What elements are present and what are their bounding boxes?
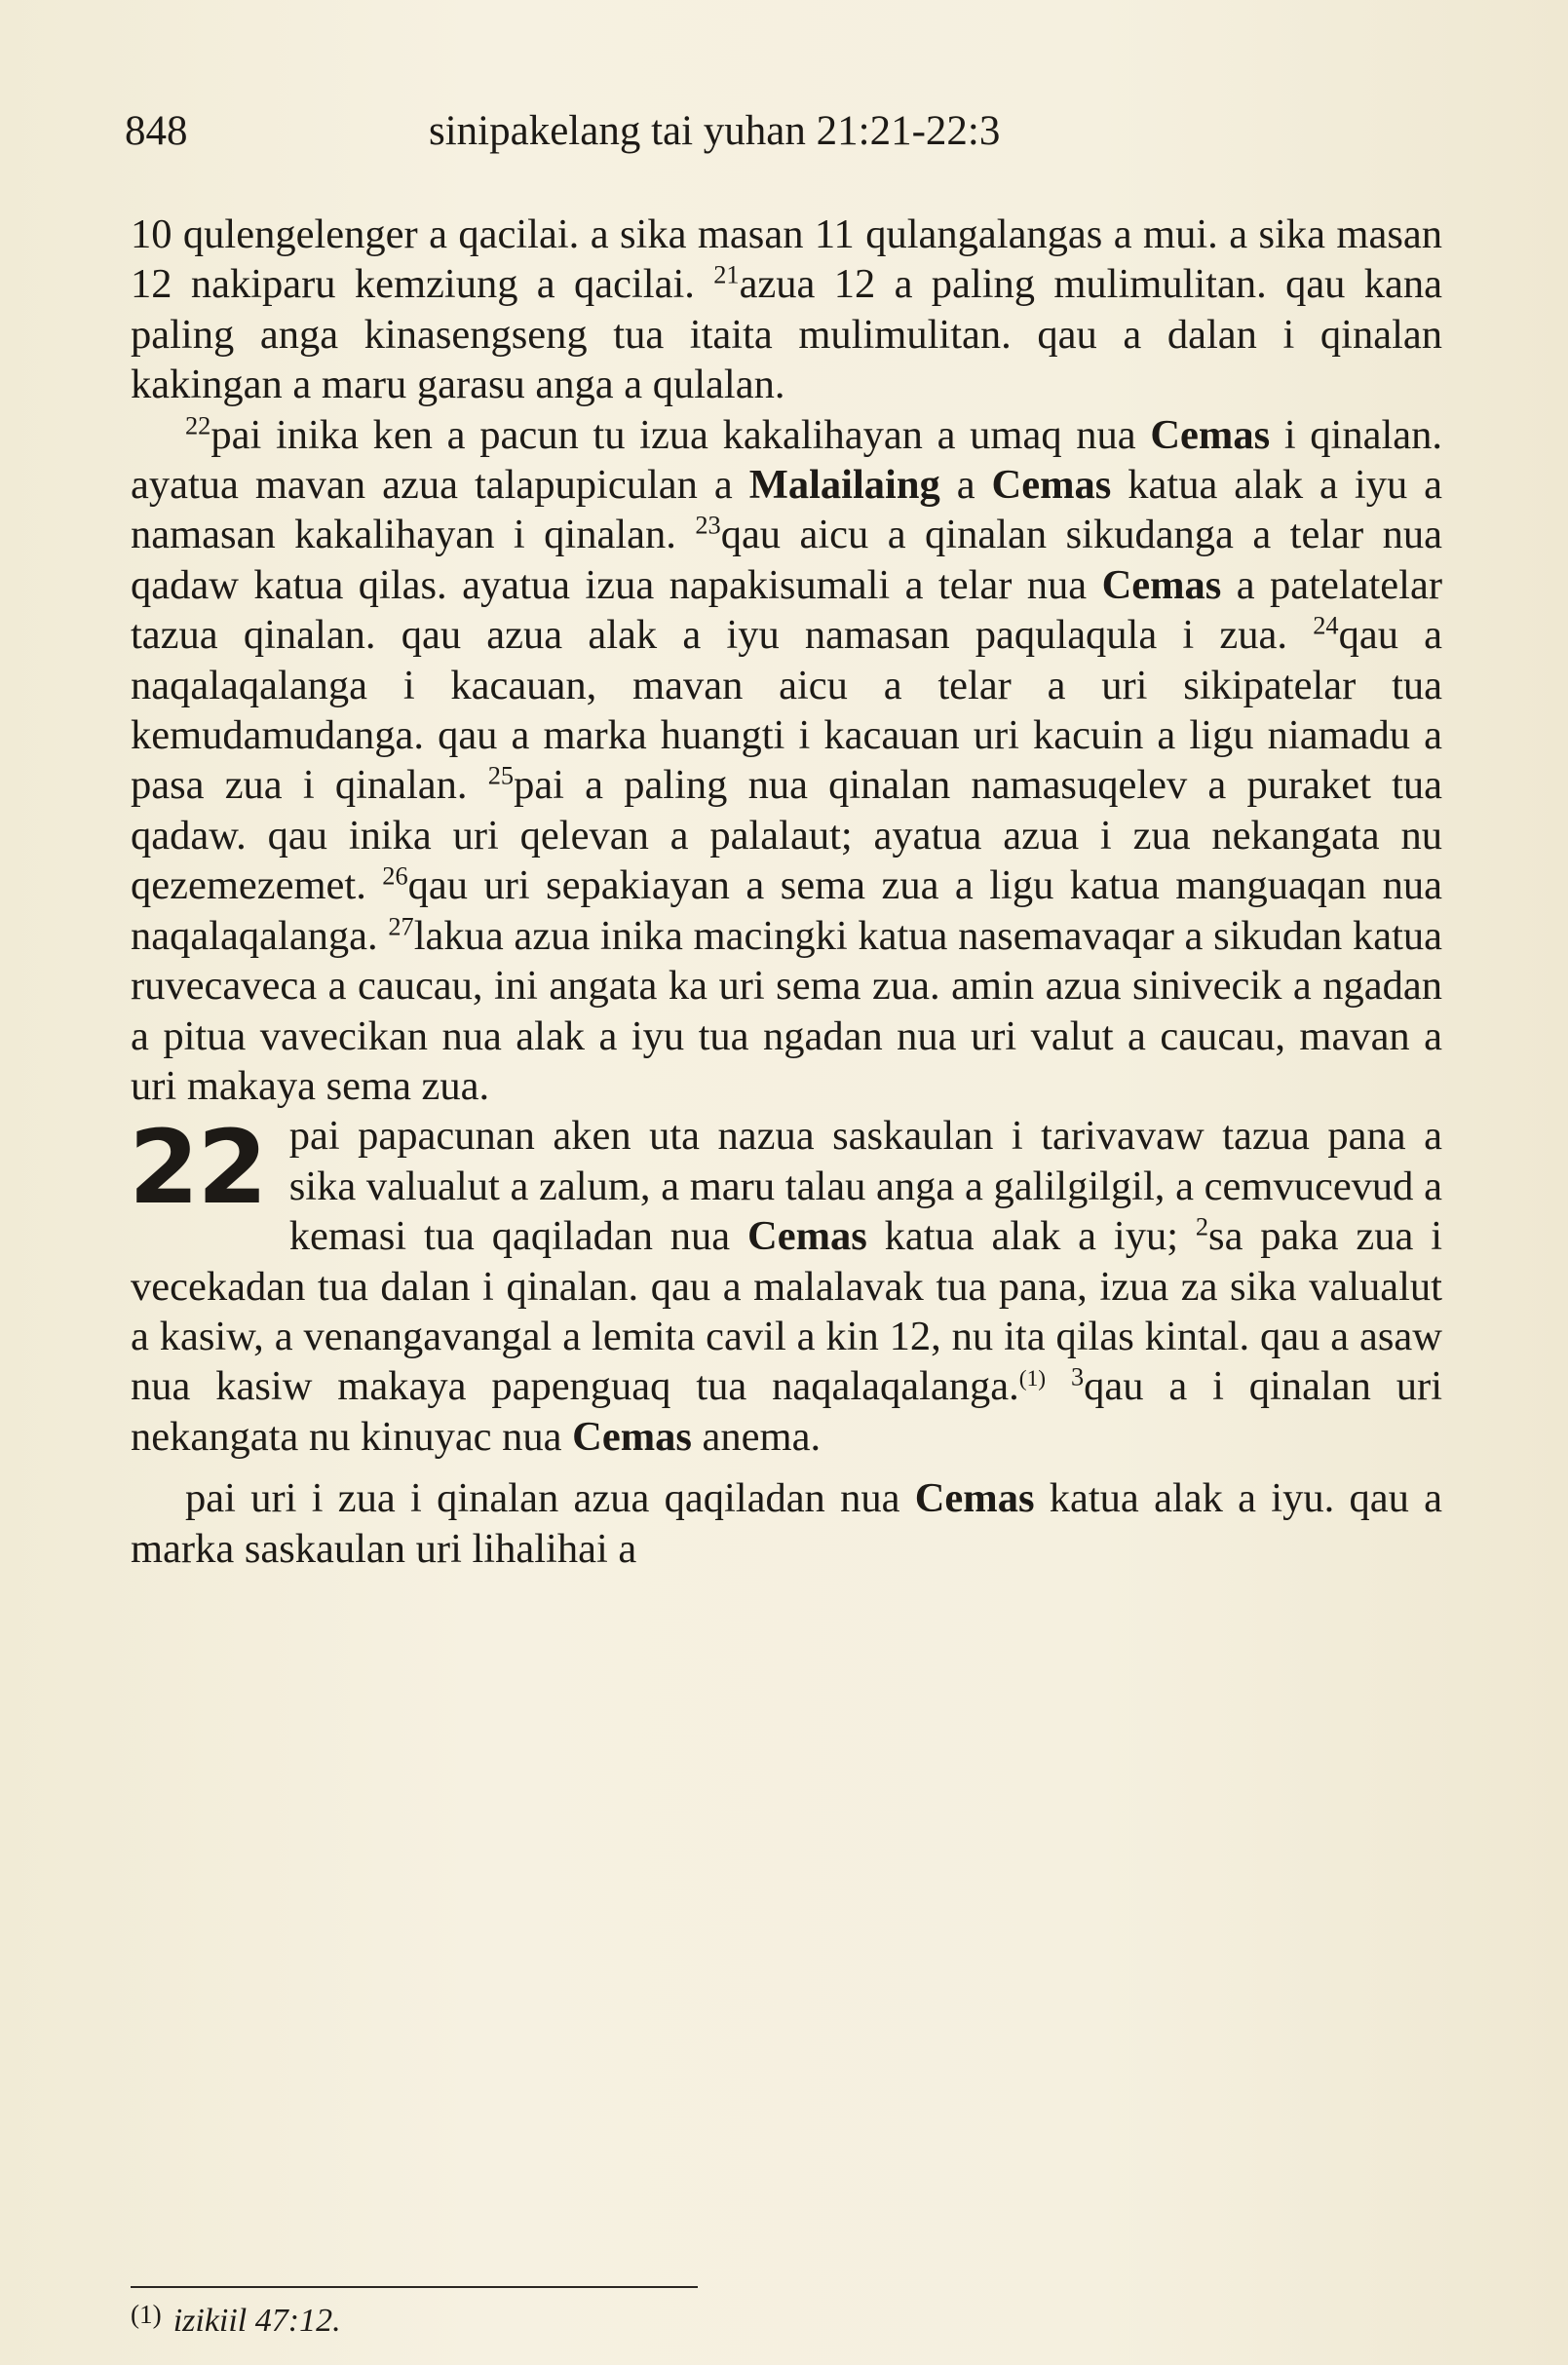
page-number: 848 xyxy=(125,108,188,154)
text-run: pai a paling nua qinalan namasuqelev a puraket tua qadaw. qau inika uri qelevan a palalaut; ayatua azua i zua nekangata nu qezemezemet. xyxy=(131,762,1442,909)
page-header xyxy=(125,97,1450,166)
running-head: sinipakelang tai yuhan 21:21-22:3 xyxy=(429,108,1001,154)
footnote-reference[interactable]: (1) xyxy=(1018,1366,1047,1392)
footnote-text: izikiil 47:12. xyxy=(172,2303,341,2340)
highlighted-term: Cemas xyxy=(914,1475,1035,1522)
text-run: qau a i qinalan uri nekangata nu kinuyac nua xyxy=(131,1363,1442,1460)
body-text xyxy=(131,210,1442,1574)
paragraph-verse-22 xyxy=(131,410,1442,1112)
highlighted-term: Cemas xyxy=(991,462,1112,509)
verse-number: 27 xyxy=(388,912,414,941)
verse-number: 26 xyxy=(382,861,408,891)
text-run: pai inika ken a pacun tu izua kakalihayan a umaq nua xyxy=(210,411,1136,458)
verse-number: 2 xyxy=(1195,1212,1209,1241)
text-run: a patelatelar tazua qinalan. qau azua alak a iyu namasan paqulaqula i zua. xyxy=(131,561,1442,659)
text-run: 10 qulengelenger a qacilai. a sika masan 11 qulangalangas a mui. a sika masan 12 nakiparu kemziung a qacilai. xyxy=(131,211,1442,308)
highlighted-term: Cemas xyxy=(747,1213,867,1260)
text-run: azua 12 a paling mulimulitan. qau kana paling anga kinasengseng tua itaita mulimulitan. qau a dalan i qinalan kakingan a maru garasu anga a qulalan. xyxy=(131,261,1442,408)
verse-number: 3 xyxy=(1070,1362,1085,1392)
verse-number: 21 xyxy=(713,260,740,289)
highlighted-term: Cemas xyxy=(1101,561,1222,608)
verse-number: 24 xyxy=(1313,611,1339,640)
verse-number: 23 xyxy=(695,511,721,540)
paragraph-chapter-21-end xyxy=(131,210,1442,410)
highlighted-term: Malailaing xyxy=(748,462,940,509)
verse-number: 25 xyxy=(487,761,515,790)
footnote-divider xyxy=(131,2286,698,2288)
highlighted-term: Cemas xyxy=(572,1413,692,1460)
chapter-number: 22 xyxy=(129,1108,266,1228)
paragraph-continuation xyxy=(131,1473,1442,1574)
text-run: pai papacunan aken uta nazua saskaulan i tarivavaw tazua pana a sika valualut a zalum, a maru talau anga a galilgilgil, a cemvucevud a kemasi tua qaqiladan nua xyxy=(288,1113,1442,1260)
text-run: katua alak a iyu; xyxy=(884,1213,1178,1260)
text-run: qau uri sepakiayan a sema zua a ligu katua manguaqan nua naqalaqalanga. xyxy=(131,862,1442,959)
text-run: lakua azua inika macingki katua nasemavaqar a sikudan katua ruvecaveca a caucau, ini angata ka uri sema zua. amin azua sinivecik a ngadan a pitua vavecikan nua alak a iyu tua ngadan nua uri valut a caucau, mavan a uri makaya sema zua. xyxy=(131,912,1443,1109)
paragraph-chapter-22 xyxy=(129,1108,1443,1462)
footnote xyxy=(131,2292,341,2344)
verse-number: 22 xyxy=(185,411,211,440)
footnote-mark: (1) xyxy=(131,2300,162,2329)
text-run: sa paka zua i vecekadan tua dalan i qinalan. qau a malalavak tua pana, izua za sika valualut a kasiw, a venangavangal a lemita cavil a kin 12, nu ita qilas kintal. qau a asaw nua kasiw makaya papenguaq tua naqalaqalanga. xyxy=(131,1213,1443,1410)
text-run: qau a naqalaqalanga i kacauan, mavan aicu a telar a uri sikipatelar tua kemudamudanga. qau a marka huangti i kacauan uri kacuin a ligu niamadu a pasa zua i qinalan. xyxy=(131,612,1442,809)
text-run: anema. xyxy=(702,1413,822,1460)
text-run: katua alak a iyu. qau a marka saskaulan uri lihalihai a xyxy=(131,1475,1442,1572)
text-run: qau aicu a qinalan sikudanga a telar nua qadaw katua qilas. ayatua izua napakisumali a telar nua xyxy=(131,512,1442,608)
text-run: i qinalan. ayatua mavan azua talapupiculan a xyxy=(131,411,1443,509)
text-run: a xyxy=(956,462,975,509)
highlighted-term: Cemas xyxy=(1150,411,1271,458)
text-run: pai uri i zua i qinalan azua qaqiladan nua xyxy=(185,1475,900,1522)
text-run: katua alak a iyu a namasan kakalihayan i qinalan. xyxy=(131,462,1443,558)
